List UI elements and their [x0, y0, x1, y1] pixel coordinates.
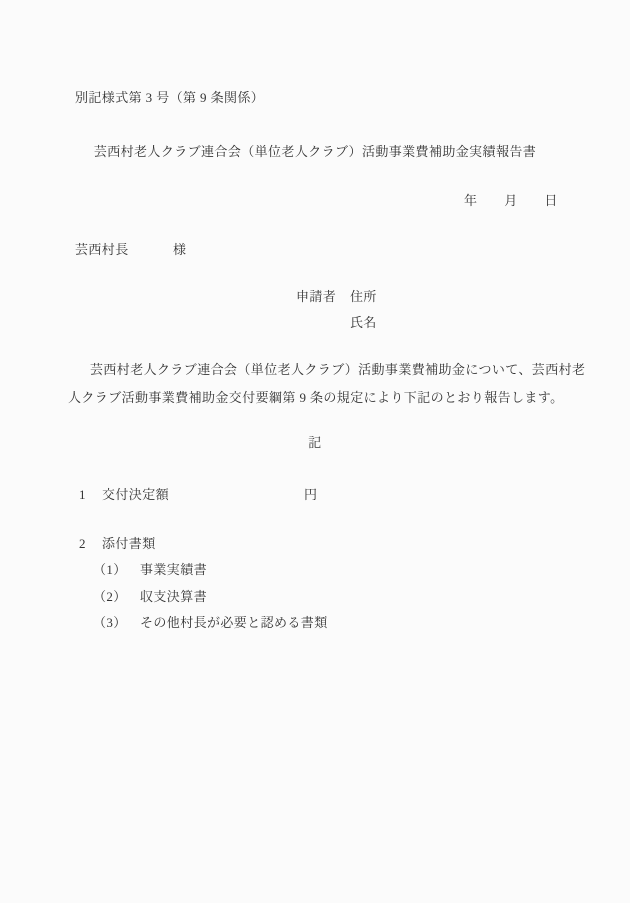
- date-line: 年 月 日: [464, 193, 558, 208]
- attachment-1-label: 事業実績書: [140, 562, 208, 577]
- body-line-2: 人クラブ活動事業費補助金交付要綱第 9 条の規定により下記のとおり報告します。: [68, 390, 564, 405]
- item-1-label: 交付決定額: [102, 487, 170, 502]
- item-1-number: 1: [79, 487, 86, 502]
- attachment-2-number: （2）: [93, 589, 127, 604]
- list-marker: 記: [308, 435, 322, 450]
- applicant-label: 申請者: [296, 289, 337, 304]
- item-2-number: 2: [79, 536, 86, 551]
- attachment-3-number: （3）: [93, 615, 127, 630]
- applicant-address-label: 住所: [350, 289, 377, 304]
- attachment-3-label: その他村長が必要と認める書類: [140, 615, 328, 630]
- addressee-name: 芸西村長: [75, 242, 129, 257]
- item-1-unit-label: 円: [304, 487, 318, 502]
- form-designation-label: 別記様式第 3 号（第 9 条関係）: [75, 90, 265, 105]
- attachment-1-number: （1）: [93, 562, 127, 577]
- body-line-1: 芸西村老人クラブ連合会（単位老人クラブ）活動事業費補助金について、芸西村老: [90, 362, 586, 377]
- document-title: 芸西村老人クラブ連合会（単位老人クラブ）活動事業費補助金実績報告書: [93, 144, 537, 159]
- applicant-name-label: 氏名: [350, 315, 377, 330]
- attachment-2-label: 収支決算書: [140, 589, 208, 604]
- item-2-label: 添付書類: [102, 536, 156, 551]
- addressee-honorific: 様: [173, 242, 187, 257]
